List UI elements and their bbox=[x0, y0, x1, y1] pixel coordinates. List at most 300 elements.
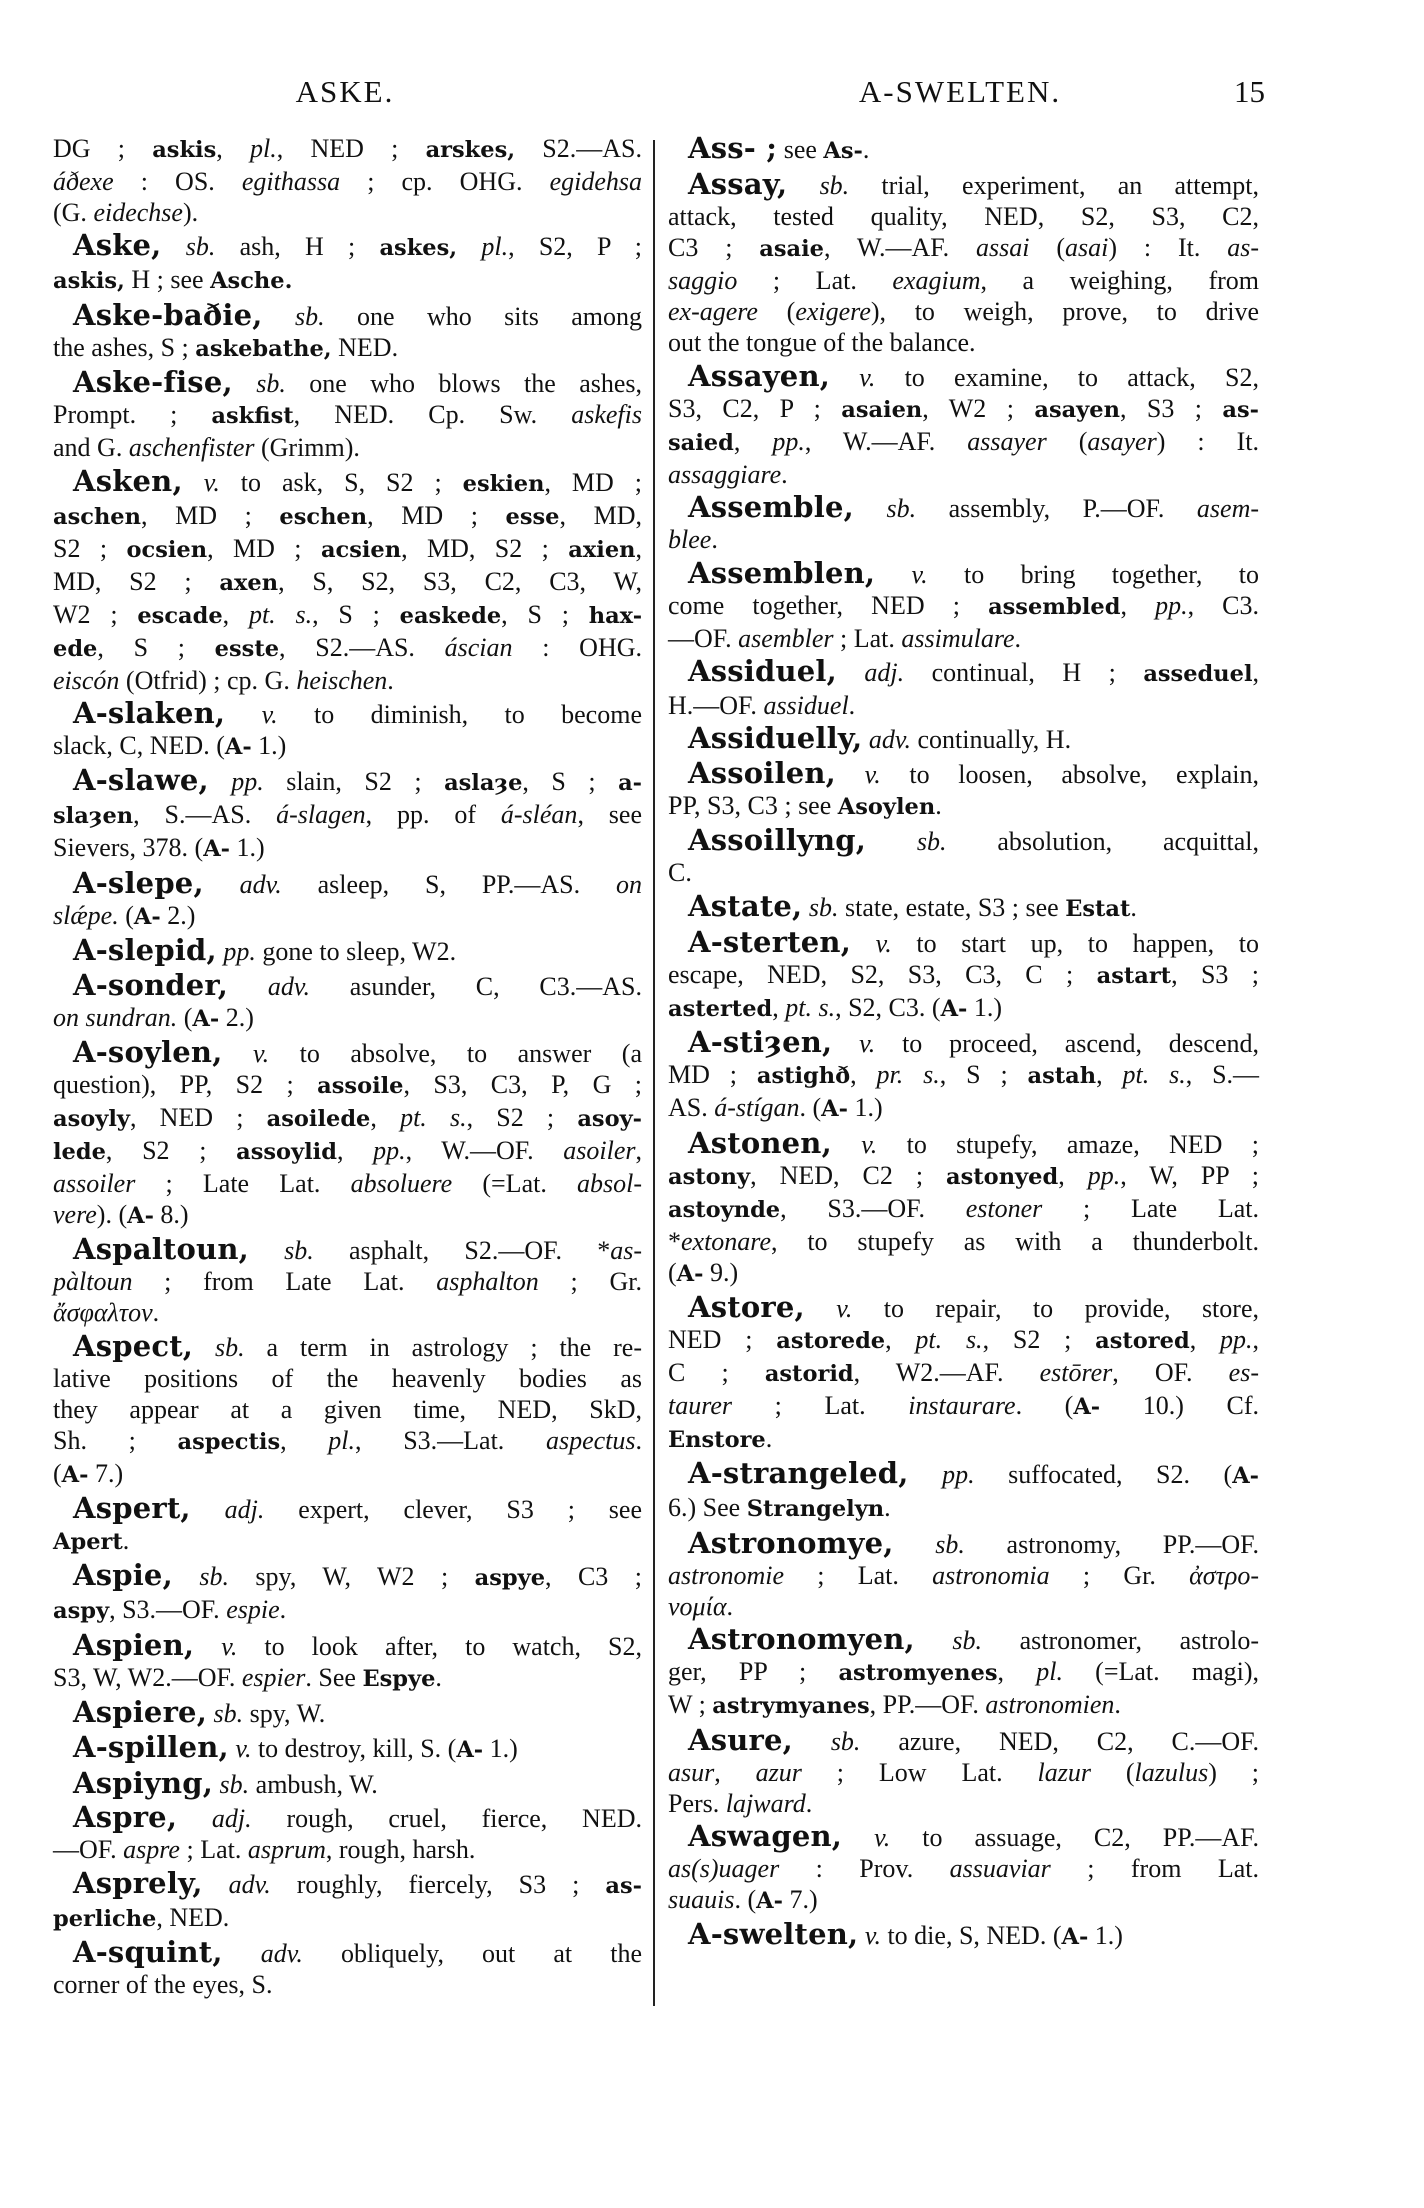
headword: Aspiyng, bbox=[73, 1766, 214, 1801]
text: , S ; bbox=[312, 599, 400, 629]
text: attack, tested quality, NED, S2, S3, C2, bbox=[668, 202, 1259, 232]
text: azure, NED, C2, C.—OF. bbox=[860, 1726, 1259, 1756]
entry-line bbox=[53, 1425, 642, 1458]
text: , S ; bbox=[501, 599, 589, 629]
text: H.—OF. bbox=[668, 690, 764, 720]
dictionary-entry bbox=[53, 1234, 642, 1328]
entry-line bbox=[668, 1193, 1259, 1226]
dictionary-entry bbox=[53, 1560, 642, 1627]
entry-line bbox=[668, 1226, 1259, 1257]
entry-line bbox=[668, 1423, 1259, 1456]
italic-text: on sundran. bbox=[53, 1002, 178, 1032]
text: , bbox=[850, 1060, 877, 1090]
italic-text: astronomien bbox=[985, 1690, 1115, 1720]
italic-text: pp. bbox=[1220, 1325, 1253, 1355]
text: , W2 ; bbox=[922, 393, 1035, 423]
entry-line bbox=[668, 1591, 1259, 1622]
text: ) ; bbox=[1208, 1757, 1260, 1787]
right-column bbox=[668, 133, 1259, 1956]
italic-text: sb. bbox=[866, 827, 947, 857]
text: . ( bbox=[1015, 1391, 1074, 1421]
headword: A-strangeled, bbox=[688, 1456, 909, 1491]
text: ; Lat. bbox=[737, 266, 893, 296]
entry-line bbox=[53, 1594, 642, 1627]
entry-line bbox=[668, 459, 1259, 490]
text: asphalt, S2.—OF. * bbox=[313, 1236, 611, 1266]
headword: A-stiȝen, bbox=[688, 1025, 833, 1060]
entry-line bbox=[668, 1689, 1259, 1722]
italic-text: assuaviar bbox=[949, 1854, 1051, 1884]
italic-text: on bbox=[616, 869, 642, 899]
text: ash, H ; bbox=[215, 232, 380, 262]
italic-text: asprum bbox=[247, 1835, 326, 1865]
entry-line bbox=[668, 492, 1259, 524]
bold-form: acsien bbox=[320, 536, 402, 563]
text: , PP.—OF. bbox=[869, 1690, 986, 1720]
entry-line bbox=[53, 765, 642, 799]
italic-text: es- bbox=[1228, 1358, 1259, 1388]
entry-line bbox=[668, 358, 1259, 393]
text: , bbox=[280, 1425, 329, 1455]
text: ; Lat. bbox=[179, 1835, 248, 1865]
headword: Astate, bbox=[688, 888, 803, 923]
text: out the tongue of the balance. bbox=[668, 328, 976, 358]
text: , bbox=[1058, 1160, 1088, 1190]
text: , bbox=[733, 426, 773, 456]
text: . bbox=[1114, 1690, 1121, 1720]
headword: Asure, bbox=[688, 1722, 793, 1757]
text: . bbox=[848, 690, 856, 720]
italic-text: v. bbox=[830, 362, 876, 392]
italic-text: sb. bbox=[262, 301, 325, 331]
entry-line bbox=[668, 924, 1259, 959]
italic-text: sb. bbox=[787, 171, 850, 201]
entry-line bbox=[668, 524, 1259, 555]
bold-form: A- bbox=[203, 836, 230, 863]
bold-form: A- bbox=[821, 1096, 848, 1123]
text: , bbox=[336, 1135, 374, 1165]
text: 9.) bbox=[703, 1257, 739, 1287]
text: , S3 ; bbox=[1119, 393, 1223, 423]
bold-form: asaien bbox=[841, 396, 923, 423]
entry-line bbox=[53, 1168, 642, 1199]
bold-form: hax- bbox=[588, 602, 643, 629]
italic-text: v. bbox=[831, 1129, 878, 1159]
entry-line bbox=[53, 1834, 642, 1865]
entry-line bbox=[668, 393, 1259, 426]
dictionary-entry bbox=[53, 1697, 642, 1729]
text: , bbox=[1189, 1325, 1220, 1355]
text: . bbox=[935, 790, 942, 820]
entry-line bbox=[53, 799, 642, 832]
entry-line bbox=[53, 1458, 642, 1491]
italic-text: v. bbox=[842, 1823, 891, 1853]
dictionary-entry bbox=[53, 463, 643, 696]
bold-form: ocsien bbox=[126, 536, 208, 563]
text: 1.) bbox=[230, 833, 265, 863]
text: to absolve, to answer (a bbox=[269, 1038, 642, 1068]
bold-form: easkede bbox=[399, 602, 502, 629]
italic-text: pl. bbox=[328, 1425, 356, 1455]
bold-form: A- bbox=[224, 733, 252, 760]
bold-form: a- bbox=[618, 770, 643, 797]
italic-text: ἄσφαλτον bbox=[53, 1298, 153, 1328]
entry-line bbox=[53, 1560, 642, 1594]
headword: Aswagen, bbox=[688, 1819, 843, 1854]
text: ; Gr. bbox=[538, 1267, 642, 1297]
italic-text: assimulare bbox=[901, 623, 1015, 653]
headword: Aspiere, bbox=[73, 1695, 207, 1730]
italic-text: eiscón bbox=[53, 665, 120, 695]
italic-text: v. bbox=[182, 467, 220, 497]
text: , MD ; bbox=[544, 467, 642, 497]
text: ( bbox=[118, 900, 134, 930]
text: . bbox=[726, 1591, 733, 1621]
bold-form: aschen bbox=[53, 503, 141, 530]
dictionary-entry bbox=[668, 358, 1260, 490]
bold-form: lede bbox=[53, 1138, 106, 1165]
dictionary-entry bbox=[668, 1624, 1259, 1722]
text: , bbox=[370, 1102, 401, 1132]
text bbox=[457, 232, 481, 261]
text: , S2 ; bbox=[982, 1325, 1096, 1355]
headword: Assayen, bbox=[688, 358, 831, 393]
text: , bbox=[885, 1325, 916, 1355]
italic-text: azur bbox=[755, 1757, 802, 1787]
text: ; cp. OHG. bbox=[340, 167, 550, 196]
bold-form: esse bbox=[505, 503, 560, 530]
headword: Aspien, bbox=[73, 1627, 195, 1662]
headword: A-slaken, bbox=[73, 695, 226, 730]
text: assembly, P.—OF. bbox=[916, 494, 1197, 524]
entry-line bbox=[668, 1624, 1259, 1656]
text: PP, S3, C3 ; see bbox=[668, 790, 838, 820]
italic-text: sb. bbox=[802, 892, 839, 922]
italic-text: pàltoun bbox=[53, 1267, 133, 1297]
bold-form: astromyenes bbox=[838, 1660, 998, 1687]
headword: Astore, bbox=[688, 1290, 805, 1325]
entry-line bbox=[53, 500, 642, 533]
text: , bbox=[772, 992, 786, 1022]
italic-text: pp. bbox=[772, 426, 805, 456]
headword: Aspie, bbox=[73, 1558, 173, 1593]
text: . ( bbox=[799, 1093, 822, 1123]
text: to stupefy, amaze, NED ; bbox=[877, 1129, 1259, 1159]
italic-text: asembler bbox=[738, 623, 834, 653]
bold-form: A- bbox=[61, 1461, 89, 1488]
italic-text: sb. bbox=[914, 1626, 983, 1656]
entry-line bbox=[668, 1357, 1259, 1390]
entry-line bbox=[53, 166, 642, 197]
text: , S3.—OF. bbox=[780, 1193, 966, 1223]
entry-line bbox=[668, 327, 1259, 358]
text: (=Lat. bbox=[452, 1168, 578, 1198]
italic-text: v. bbox=[222, 1038, 270, 1068]
text: ; Late Lat. bbox=[135, 1168, 351, 1198]
text: , bbox=[222, 599, 249, 629]
bold-form: Asche. bbox=[210, 268, 293, 295]
text: one who blows the ashes, bbox=[285, 369, 643, 399]
bold-form: astorede bbox=[776, 1328, 886, 1355]
italic-text: pt. s. bbox=[915, 1325, 983, 1355]
dictionary-entry bbox=[668, 1458, 1259, 1525]
bold-form: A- bbox=[456, 1736, 484, 1763]
entry-line bbox=[53, 1627, 642, 1662]
entry-line bbox=[53, 533, 642, 566]
dictionary-entry bbox=[53, 1627, 642, 1695]
italic-text: adv. bbox=[862, 725, 912, 755]
italic-text: v. bbox=[858, 1921, 881, 1951]
text: ; Late Lat. bbox=[1042, 1193, 1259, 1223]
headword: Aske, bbox=[73, 228, 162, 263]
entry-line bbox=[53, 865, 642, 900]
text: slain, S2 ; bbox=[263, 767, 445, 797]
entry-line bbox=[53, 297, 643, 332]
headword: A-spillen, bbox=[73, 1729, 229, 1764]
left-column bbox=[53, 133, 642, 2003]
bold-form: aslaȝe bbox=[444, 770, 523, 797]
text: ) : It. bbox=[1108, 233, 1228, 263]
italic-text: adj. bbox=[190, 1495, 265, 1525]
text: AS. bbox=[668, 1093, 715, 1123]
entry-line bbox=[53, 599, 642, 632]
bold-form: A- bbox=[192, 1005, 220, 1032]
entry-line bbox=[668, 723, 1259, 755]
text: ; Lat. bbox=[784, 1560, 933, 1590]
italic-text: á-stígan bbox=[714, 1093, 800, 1123]
text: , S ; bbox=[939, 1060, 1028, 1090]
text: ( bbox=[177, 1002, 193, 1032]
italic-text: v. bbox=[225, 699, 278, 729]
text: . bbox=[862, 135, 870, 164]
dictionary-entry bbox=[53, 133, 642, 228]
italic-text: ex-agere bbox=[668, 297, 758, 327]
text: C ; bbox=[668, 1358, 765, 1388]
entry-line bbox=[668, 1027, 1259, 1059]
text: . bbox=[805, 1788, 813, 1818]
headword: Astronomyen, bbox=[688, 1622, 915, 1657]
bold-form: saied bbox=[668, 429, 734, 456]
text: and G. bbox=[53, 433, 129, 463]
text: , rough, harsh. bbox=[325, 1835, 476, 1865]
entry-line bbox=[53, 967, 642, 1002]
text: question), PP, S2 ; bbox=[53, 1069, 318, 1099]
text: , bbox=[1252, 657, 1259, 687]
text: W ; bbox=[668, 1690, 713, 1720]
bold-form: astorid bbox=[764, 1361, 854, 1388]
entry-line bbox=[668, 959, 1259, 992]
text: S2.—AS. bbox=[515, 134, 642, 163]
text: . bbox=[1014, 623, 1022, 653]
italic-text: pt. s. bbox=[248, 599, 313, 629]
italic-text: v. bbox=[194, 1631, 238, 1661]
text: (=Lat. magi), bbox=[1062, 1657, 1259, 1687]
text: 1.) bbox=[251, 730, 287, 760]
text: . bbox=[387, 665, 394, 695]
entry-line bbox=[53, 1729, 642, 1766]
bold-form: astrymyanes bbox=[712, 1693, 870, 1720]
headword: Assoilen, bbox=[688, 755, 836, 790]
dictionary-entry bbox=[668, 888, 1259, 925]
text: , bbox=[635, 1135, 643, 1165]
italic-text: v. bbox=[228, 1733, 252, 1763]
text: ( bbox=[1090, 1757, 1135, 1787]
text: , OF. bbox=[1112, 1358, 1229, 1388]
page-number: 15 bbox=[1234, 74, 1265, 109]
text: C. bbox=[668, 858, 692, 888]
entry-line bbox=[668, 590, 1259, 623]
italic-text: estoner bbox=[965, 1193, 1043, 1223]
italic-text: asoiler bbox=[563, 1135, 636, 1165]
text: ambush, W. bbox=[249, 1770, 378, 1800]
dictionary-entry bbox=[53, 1768, 642, 1800]
text: (G. bbox=[53, 198, 94, 227]
entry-line bbox=[668, 1292, 1259, 1324]
bold-form: aspy bbox=[53, 1598, 110, 1625]
bold-form: asoyly bbox=[53, 1105, 130, 1132]
bold-form: asterted bbox=[668, 995, 773, 1022]
italic-text: v. bbox=[875, 559, 928, 589]
text: , bbox=[1120, 590, 1156, 620]
text: absolution, acquittal, bbox=[946, 827, 1260, 857]
italic-text: as(s)uager bbox=[668, 1854, 780, 1884]
italic-text: taurer bbox=[668, 1391, 733, 1421]
text: , S2, P ; bbox=[508, 232, 642, 262]
text: . bbox=[152, 1298, 160, 1328]
entry-line bbox=[668, 1059, 1259, 1092]
text: , NED, C2 ; bbox=[750, 1160, 947, 1190]
entry-line bbox=[53, 399, 642, 432]
dictionary-entry bbox=[668, 555, 1260, 654]
text: , NED ; bbox=[276, 134, 426, 163]
entry-line bbox=[668, 790, 1259, 823]
text: come together, NED ; bbox=[668, 590, 989, 620]
italic-text: heischen bbox=[296, 665, 388, 695]
italic-text: askefis bbox=[571, 400, 642, 430]
text: to assuage, C2, PP.—AF. bbox=[890, 1823, 1259, 1853]
headword: A-slawe, bbox=[73, 763, 209, 798]
text: . ( bbox=[734, 1885, 757, 1915]
dictionary-entry bbox=[53, 1493, 642, 1558]
text: : Prov. bbox=[779, 1854, 950, 1884]
text: astronomer, astrolo- bbox=[982, 1626, 1259, 1656]
dictionary-entry bbox=[668, 1525, 1259, 1622]
text: Pers. bbox=[668, 1788, 726, 1818]
bold-form: askebathe, bbox=[195, 335, 332, 362]
entry-line bbox=[53, 1802, 642, 1834]
bold-form: askis, bbox=[53, 268, 125, 295]
bold-form: A- bbox=[1061, 1924, 1089, 1951]
italic-text: assai bbox=[976, 233, 1030, 263]
entry-line bbox=[53, 1697, 642, 1729]
headword: Asprely, bbox=[73, 1865, 203, 1900]
text: . See bbox=[305, 1662, 363, 1692]
entry-line bbox=[668, 1324, 1259, 1357]
headword: A-soylen, bbox=[73, 1034, 223, 1069]
text: C3 ; bbox=[668, 233, 760, 263]
headword: Asken, bbox=[73, 463, 183, 498]
entry-line bbox=[53, 1002, 642, 1035]
headword: Assemblen, bbox=[688, 555, 876, 590]
text: asleep, S, PP.—AS. bbox=[281, 869, 616, 899]
bold-form: askes, bbox=[379, 235, 458, 262]
entry-line bbox=[668, 1821, 1259, 1853]
text: escape, NED, S2, S3, C3, C ; bbox=[668, 959, 1097, 989]
bold-form: asoy- bbox=[577, 1105, 642, 1132]
text: to proceed, ascend, descend, bbox=[875, 1029, 1259, 1059]
text: , S3, C3, P, G ; bbox=[403, 1069, 642, 1099]
text: 7.) bbox=[782, 1885, 818, 1915]
italic-text: pt. s. bbox=[1122, 1060, 1186, 1090]
text: , S2, C3. ( bbox=[835, 992, 941, 1022]
entry-line bbox=[668, 755, 1259, 790]
entry-line bbox=[668, 1160, 1259, 1193]
text: , S.—AS. bbox=[133, 800, 277, 830]
text: ( bbox=[757, 297, 796, 327]
text: , C3. bbox=[1187, 590, 1260, 620]
italic-text: pr. s. bbox=[876, 1060, 940, 1090]
text: ( bbox=[1046, 426, 1088, 456]
italic-text: blee bbox=[668, 525, 712, 555]
italic-text: adj. bbox=[836, 657, 905, 687]
text: ) : It. bbox=[1156, 426, 1260, 456]
text: —OF. bbox=[53, 1835, 124, 1865]
text: 10.) Cf. bbox=[1100, 1391, 1259, 1421]
bold-form: Espye bbox=[362, 1665, 436, 1692]
italic-text: asem- bbox=[1196, 494, 1260, 524]
text: , bbox=[1252, 1325, 1259, 1355]
text: : OS. bbox=[113, 167, 242, 196]
italic-text: lazulus bbox=[1134, 1757, 1209, 1787]
dictionary-entry bbox=[668, 1821, 1259, 1917]
text: see bbox=[777, 135, 824, 164]
text: ger, PP ; bbox=[668, 1657, 839, 1687]
dictionary-entry bbox=[668, 1292, 1259, 1456]
text: S2 ; bbox=[53, 533, 127, 563]
dictionary-entry bbox=[53, 230, 642, 297]
text: , to stupefy as with a thunderbolt. bbox=[771, 1226, 1259, 1256]
entry-line bbox=[53, 1266, 642, 1297]
italic-text: pp. bbox=[1155, 590, 1188, 620]
text: , W.—OF. bbox=[405, 1135, 564, 1165]
italic-text: sb. bbox=[207, 1699, 244, 1729]
italic-text: absoluere bbox=[350, 1168, 453, 1198]
text: ( bbox=[53, 1458, 62, 1488]
italic-text: asayer bbox=[1087, 426, 1157, 456]
text: ). bbox=[182, 198, 199, 227]
bold-form: astony bbox=[668, 1163, 751, 1190]
text: ; Lat. bbox=[833, 623, 902, 653]
bold-form: eskien bbox=[462, 470, 545, 497]
entry-line bbox=[53, 1662, 642, 1695]
text: . bbox=[884, 1493, 891, 1523]
bold-form: astoynde bbox=[668, 1196, 781, 1223]
bold-form: asaie bbox=[759, 236, 824, 263]
text: continual, H ; bbox=[904, 657, 1144, 687]
italic-text: instaurare bbox=[908, 1391, 1016, 1421]
dictionary-entry bbox=[668, 1919, 1259, 1953]
entry-line bbox=[668, 1884, 1259, 1917]
text: , MD ; bbox=[140, 500, 280, 530]
text: to diminish, to become bbox=[277, 699, 642, 729]
entry-line bbox=[53, 900, 642, 933]
entry-line bbox=[668, 1853, 1259, 1884]
entry-line bbox=[668, 232, 1259, 265]
headword: Aspect, bbox=[73, 1328, 194, 1363]
headword: Ass- ; bbox=[688, 131, 778, 165]
text: , bbox=[635, 533, 643, 563]
text: W2 ; bbox=[53, 599, 138, 629]
